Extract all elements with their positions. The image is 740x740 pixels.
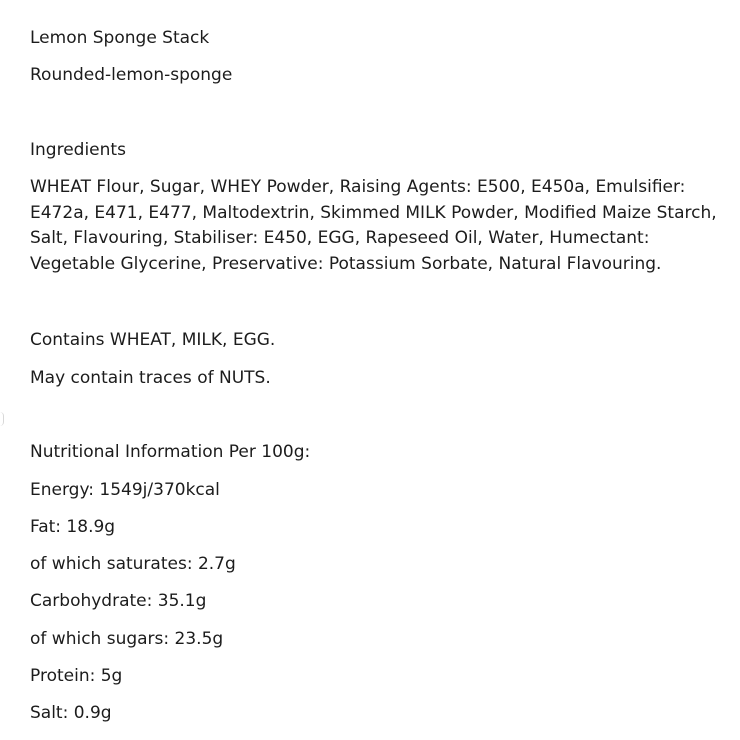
nutrition-row-saturates: of which saturates: 2.7g (30, 554, 236, 574)
nutrition-row-fat: Fat: 18.9g (30, 517, 116, 537)
nutrition-heading: Nutritional Information Per 100g: (30, 442, 311, 462)
product-name: Lemon Sponge Stack (30, 28, 210, 48)
nutrition-row-carbohydrate: Carbohydrate: 35.1g (30, 591, 207, 611)
allergens-contains: Contains WHEAT, MILK, EGG. (30, 330, 276, 350)
ingredients-text: WHEAT Flour, Sugar, WHEY Powder, Raising Agents: E500, E450a, Emulsifier: E472a, E471, E477, Maltodextrin, Skimmed MILK Powder, Modified Maize Starch, Salt, Flavouring, Stabiliser: E450, EGG, Rapeseed Oil, Water, Humectant: Vegetable Glycerine, Preservative: Potassium Sorbate, Natural Flavouring. (30, 177, 717, 274)
nutrition-row-sugars: of which sugars: 23.5g (30, 629, 224, 649)
ingredients-heading: Ingredients (30, 140, 126, 160)
nutrition-row-salt: Salt: 0.9g (30, 703, 112, 723)
nutrition-row-energy: Energy: 1549j/370kcal (30, 480, 220, 500)
product-slug: Rounded-lemon-sponge (30, 65, 233, 85)
allergens-may-contain: May contain traces of NUTS. (30, 368, 271, 388)
nutrition-row-protein: Protein: 5g (30, 666, 123, 686)
left-edge-handle (0, 412, 4, 426)
